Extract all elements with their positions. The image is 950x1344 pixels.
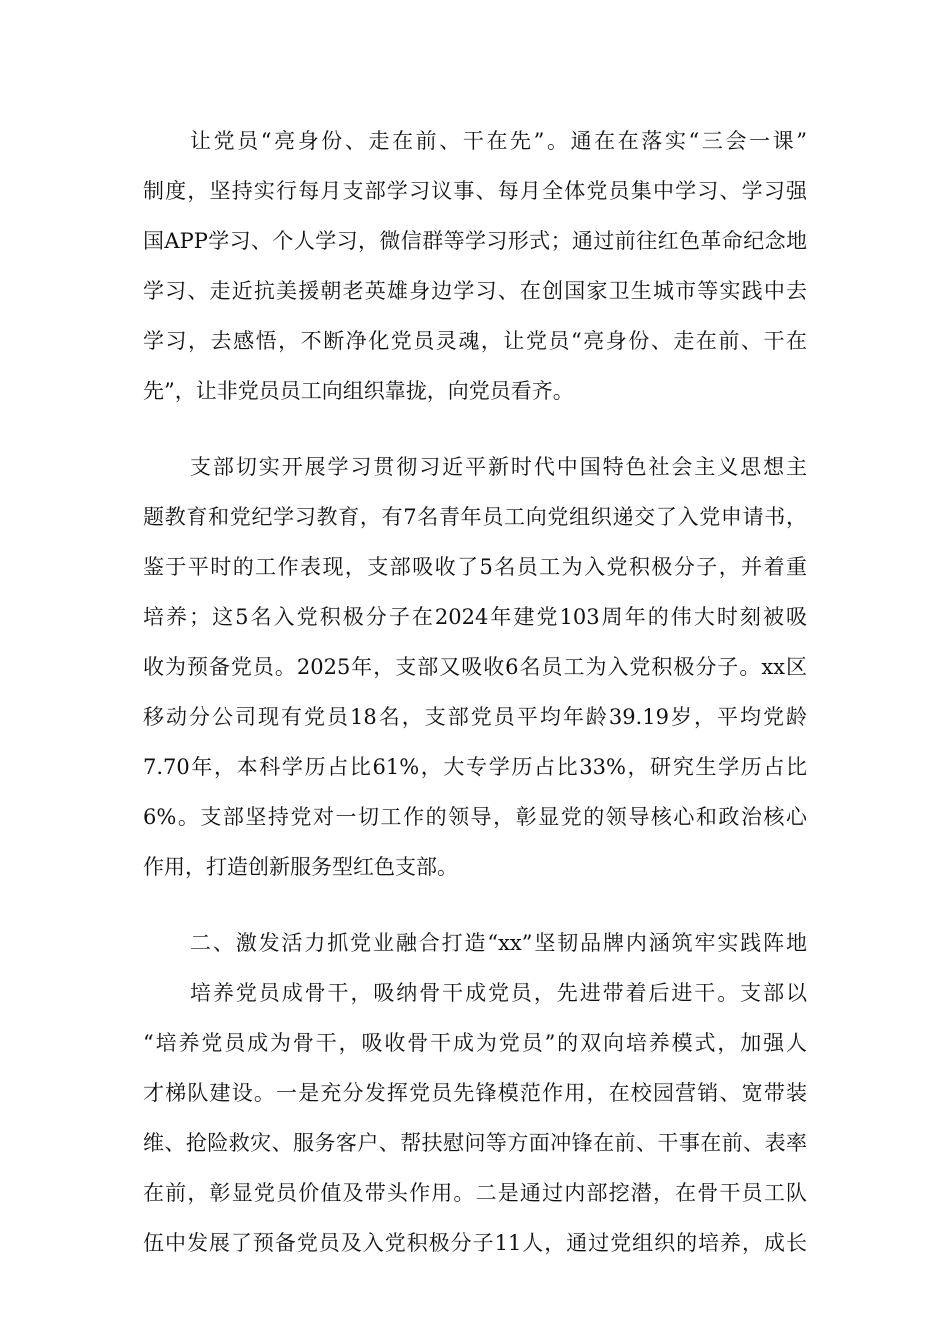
text-line: 鉴于平时的工作表现，支部吸收了5名员工为入党积极分子，并着重 <box>143 555 807 579</box>
text-line: “培养党员成为骨干，吸收骨干成为党员”的双向培养模式，加强人 <box>143 1031 807 1055</box>
text-line: 国APP学习、个人学习，微信群等学习形式；通过前往红色革命纪念地 <box>143 229 807 253</box>
text-line: 让党员“亮身份、走在前、干在先”。通在在落实“三会一课” <box>190 129 807 153</box>
text-line: 收为预备党员。2025年，支部又吸收6名员工为入党积极分子。xx区 <box>143 655 807 679</box>
text-line: 二、激发活力抓党业融合打造“xx”坚韧品牌内涵筑牢实践阵地 <box>190 931 807 955</box>
body-paragraph <box>143 116 807 416</box>
section-heading <box>143 918 807 968</box>
text-line: 7.70年，本科学历占比61%，大专学历占比33%，研究生学历占比 <box>143 755 807 779</box>
text-line: 培养党员成骨干，吸纳骨干成党员，先进带着后进干。支部以 <box>190 981 807 1005</box>
text-line: 作用，打造创新服务型红色支部。 <box>143 855 458 879</box>
body-paragraph <box>143 968 807 1268</box>
text-line: 学习、走近抗美援朝老英雄身边学习、在创国家卫生城市等实践中去 <box>143 279 807 303</box>
text-line: 6%。支部坚持党对一切工作的领导，彰显党的领导核心和政治核心 <box>143 805 807 829</box>
text-line: 学习，去感悟，不断净化党员灵魂，让党员“亮身份、走在前、干在 <box>143 329 807 353</box>
text-line: 才梯队建设。一是充分发挥党员先锋模范作用，在校园营销、宽带装 <box>143 1081 807 1105</box>
text-line: 制度，坚持实行每月支部学习议事、每月全体党员集中学习、学习强 <box>143 179 807 203</box>
text-line: 伍中发展了预备党员及入党积极分子11人，通过党组织的培养，成长 <box>143 1231 807 1255</box>
text-line: 维、抢险救灾、服务客户、帮扶慰问等方面冲锋在前、干事在前、表率 <box>143 1131 807 1155</box>
text-line: 移动分公司现有党员18名，支部党员平均年龄39.19岁，平均党龄 <box>143 705 807 729</box>
document-page <box>143 116 807 1294</box>
text-line: 支部切实开展学习贯彻习近平新时代中国特色社会主义思想主 <box>190 455 807 479</box>
text-line: 培养；这5名入党积极分子在2024年建党103周年的伟大时刻被吸 <box>143 605 807 629</box>
text-line: 在前，彰显党员价值及带头作用。二是通过内部挖潜，在骨干员工队 <box>143 1181 807 1205</box>
text-line: 先”，让非党员员工向组织靠拢，向党员看齐。 <box>143 379 574 403</box>
body-paragraph <box>143 442 807 892</box>
text-line: 题教育和党纪学习教育，有7名青年员工向党组织递交了入党申请书， <box>143 505 807 529</box>
